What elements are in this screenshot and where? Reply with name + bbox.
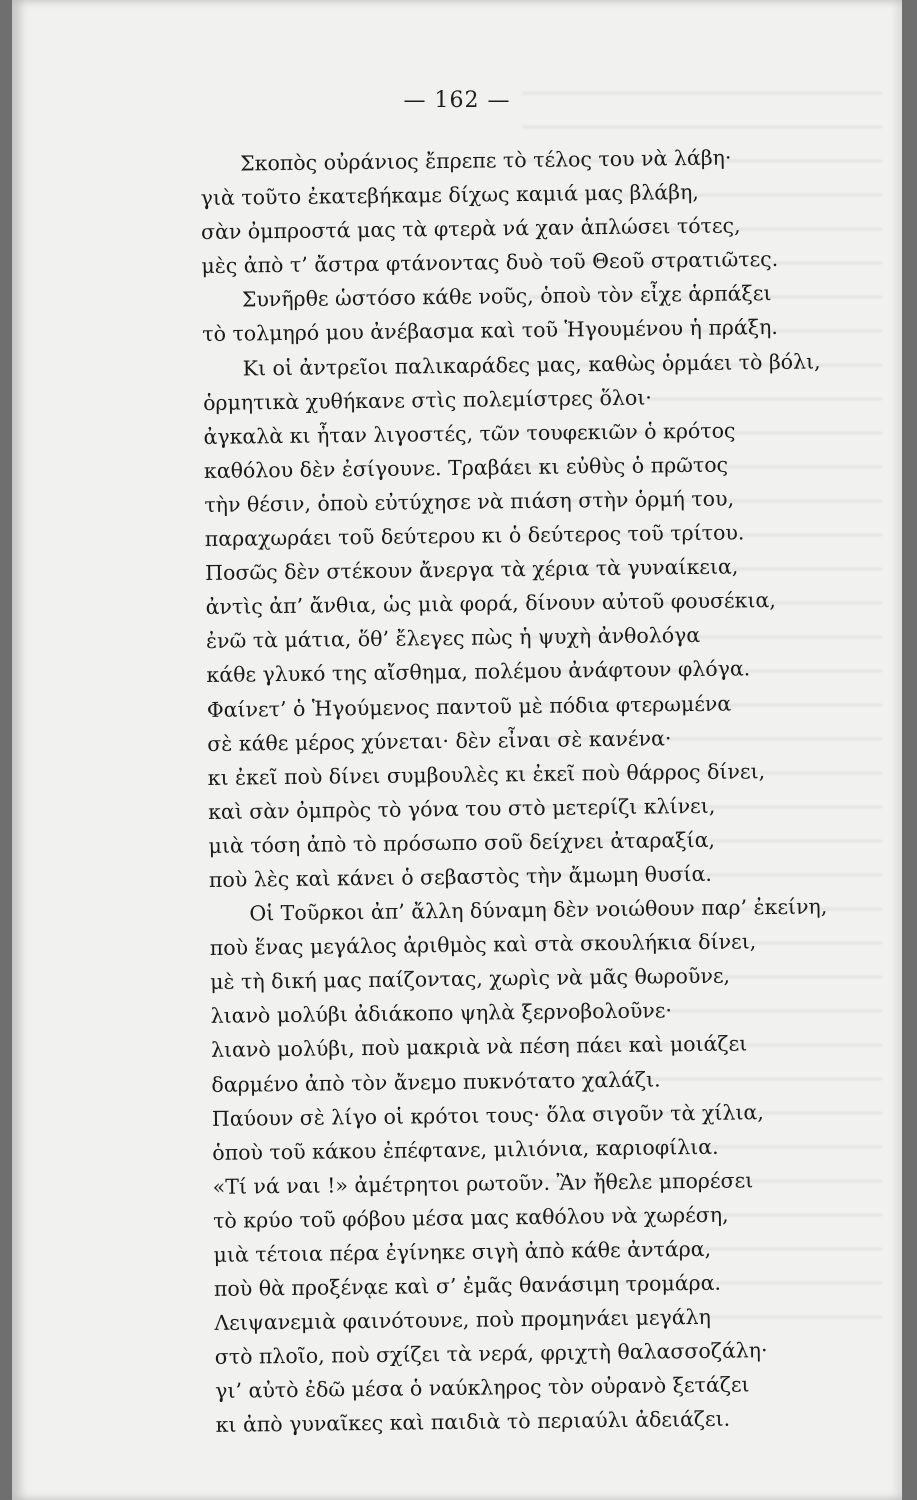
book-page — [12, 0, 902, 1500]
poem-line: σὰν ὀμπροστά μας τὰ φτερὰ νά χαν ἁπλώσει τότες, — [200, 213, 741, 245]
poem-line: ἐνῶ τὰ μάτια, ὅθ’ ἔλεγες πὼς ἡ ψυχὴ ἀνθολόγα — [205, 623, 701, 654]
poem-line: ποὺ θὰ προξένᾳε καὶ σ’ ἐμᾶς θανάσιμη τρομάρα. — [213, 1270, 722, 1302]
poem-line: Λειψανεμιὰ φαινότουνε, ποὺ προμηνάει μεγάλη — [214, 1305, 712, 1336]
page-number: — 162 — — [403, 88, 511, 113]
poem-line: Οἱ Τοῦρκοι ἀπ’ ἄλλη δύναμη δὲν νοιώθουν παρ’ ἐκείνη, — [249, 894, 828, 926]
poem-line: κάθε γλυκό της αἴσθημα, πολέμου ἀνάφτουν φλόγα. — [206, 656, 751, 688]
poem-line: Συνῆρθε ὡστόσο κάθε νοῦς, ὁποὺ τὸν εἶχε ἁρπάξει — [241, 281, 772, 312]
poem-line: Φαίνετ’ ὁ Ἡγούμενος παντοῦ μὲ πόδια φτερωμένα — [206, 691, 732, 722]
poem-line: μιὰ τέτοια πέρα ἐγίνηκε σιγὴ ἀπὸ κάθε ἀντάρα, — [213, 1236, 712, 1267]
poem-line: τὸ κρύο τοῦ φόβου μέσα μας καθόλου νὰ χωρέση, — [212, 1202, 729, 1233]
poem-line: σὲ κάθε μέρος χύνεται· δὲν εἶναι σὲ κανένα· — [207, 725, 672, 756]
poem-line: Σκοπὸς οὐράνιος ἔπρεπε τὸ τέλος του νὰ λάβη· — [240, 145, 732, 176]
poem-line: ποὺ ἕνας μεγάλος ἀριθμὸς καὶ στὰ σκουλήκια δίνει, — [209, 929, 757, 961]
poem-line: καθόλου δὲν ἐσίγουνε. Τραβάει κι εὐθὺς ὁ πρῶτος — [203, 452, 729, 483]
poem-line: Κι οἱ ἀντρεῖοι παλικαράδες μας, καθὼς ὁρμάει τὸ βόλι, — [242, 348, 821, 381]
poem-line: λιανὸ μολύβι, ποὺ μακριὰ νὰ πέση πάει καὶ μοιάζει — [210, 1031, 748, 1063]
poem-line: καὶ σὰν ὀμπρὸς τὸ γόνα του στὸ μετερίζι κλίνει, — [207, 793, 716, 824]
poem-line: ἀντὶς ἀπ’ ἄνθια, ὡς μιὰ φορά, δίνουν αὐτοῦ φουσέκια, — [205, 588, 776, 620]
poem-line: τὸ τολμηρό μου ἀνέβασμα καὶ τοῦ Ἡγουμένου ἡ πράξη. — [202, 315, 778, 347]
poem-line: ἀγκαλὰ κι ἦταν λιγοστές, τῶν τουφεκιῶν ὁ κρότος — [203, 418, 736, 449]
poem-line: κι ἀπὸ γυναῖκες καὶ παιδιὰ τὸ περιαύλι ἀδειάζει. — [215, 1407, 731, 1438]
poem-line: ὁρμητικὰ χυθήκανε στὶς πολεμίστρες ὅλοι· — [202, 385, 652, 415]
poem-line: παραχωράει τοῦ δεύτερου κι ὁ δεύτερος τοῦ τρίτου. — [204, 520, 745, 552]
poem-line: λιανὸ μολύβι ἀδιάκοπο ψηλὰ ξερνοβολοῦνε· — [210, 998, 673, 1029]
poem-line: Παύουν σὲ λίγο οἱ κρότοι τους· ὅλα σιγοῦν τὰ χίλια, — [211, 1099, 764, 1131]
poem-line: ὁποὺ τοῦ κάκου ἐπέφτανε, μιλιόνια, καριοφίλια. — [212, 1134, 719, 1165]
poem-line: γιὰ τοῦτο ἐκατεβήκαμε δίχως καμιά μας βλάβη, — [200, 180, 699, 211]
poem-line: μιὰ τόση ἀπὸ τὸ πρόσωπο σοῦ δείχνει ἀταραξία, — [208, 827, 716, 858]
poem-line: μὲ τὴ δική μας παίζοντας, χωρὶς νὰ μᾶς θωροῦνε, — [210, 963, 731, 995]
poem-line: ποὺ λὲς καὶ κάνει ὁ σεβαστὸς τὴν ἄμωμη θυσία. — [208, 861, 713, 892]
poem-line: δαρμένο ἀπὸ τὸν ἄνεμο πυκνότατο χαλάζι. — [211, 1066, 661, 1097]
poem-line: στὸ πλοῖο, ποὺ σχίζει τὰ νερά, φριχτὴ θαλασσοζάλη· — [214, 1338, 768, 1370]
poem-line: κι ἐκεῖ ποὺ δίνει συμβουλὲς κι ἐκεῖ ποὺ θάρρος δίνει, — [207, 758, 766, 790]
poem-line: τὴν θέσιν, ὁποὺ εὐτύχησε νὰ πιάση στὴν ὁρμή του, — [204, 486, 735, 517]
poem-line: μὲς ἀπὸ τ’ ἄστρα φτάνοντας δυὸ τοῦ Θεοῦ στρατιῶτες. — [201, 247, 779, 279]
poem-line: γι’ αὐτὸ ἐδῶ μέσα ὁ ναύκληρος τὸν οὐρανὸ ξετάζει — [215, 1372, 750, 1404]
poem-line: Ποσῶς δὲν στέκουν ἄνεργα τὰ χέρια τὰ γυναίκεια, — [205, 554, 739, 586]
poem-text — [200, 139, 836, 1442]
poem-line: «Τί νά ναι !» ἀμέτρητοι ρωτοῦν. Ἂν ἤθελε μπορέσει — [212, 1168, 754, 1199]
